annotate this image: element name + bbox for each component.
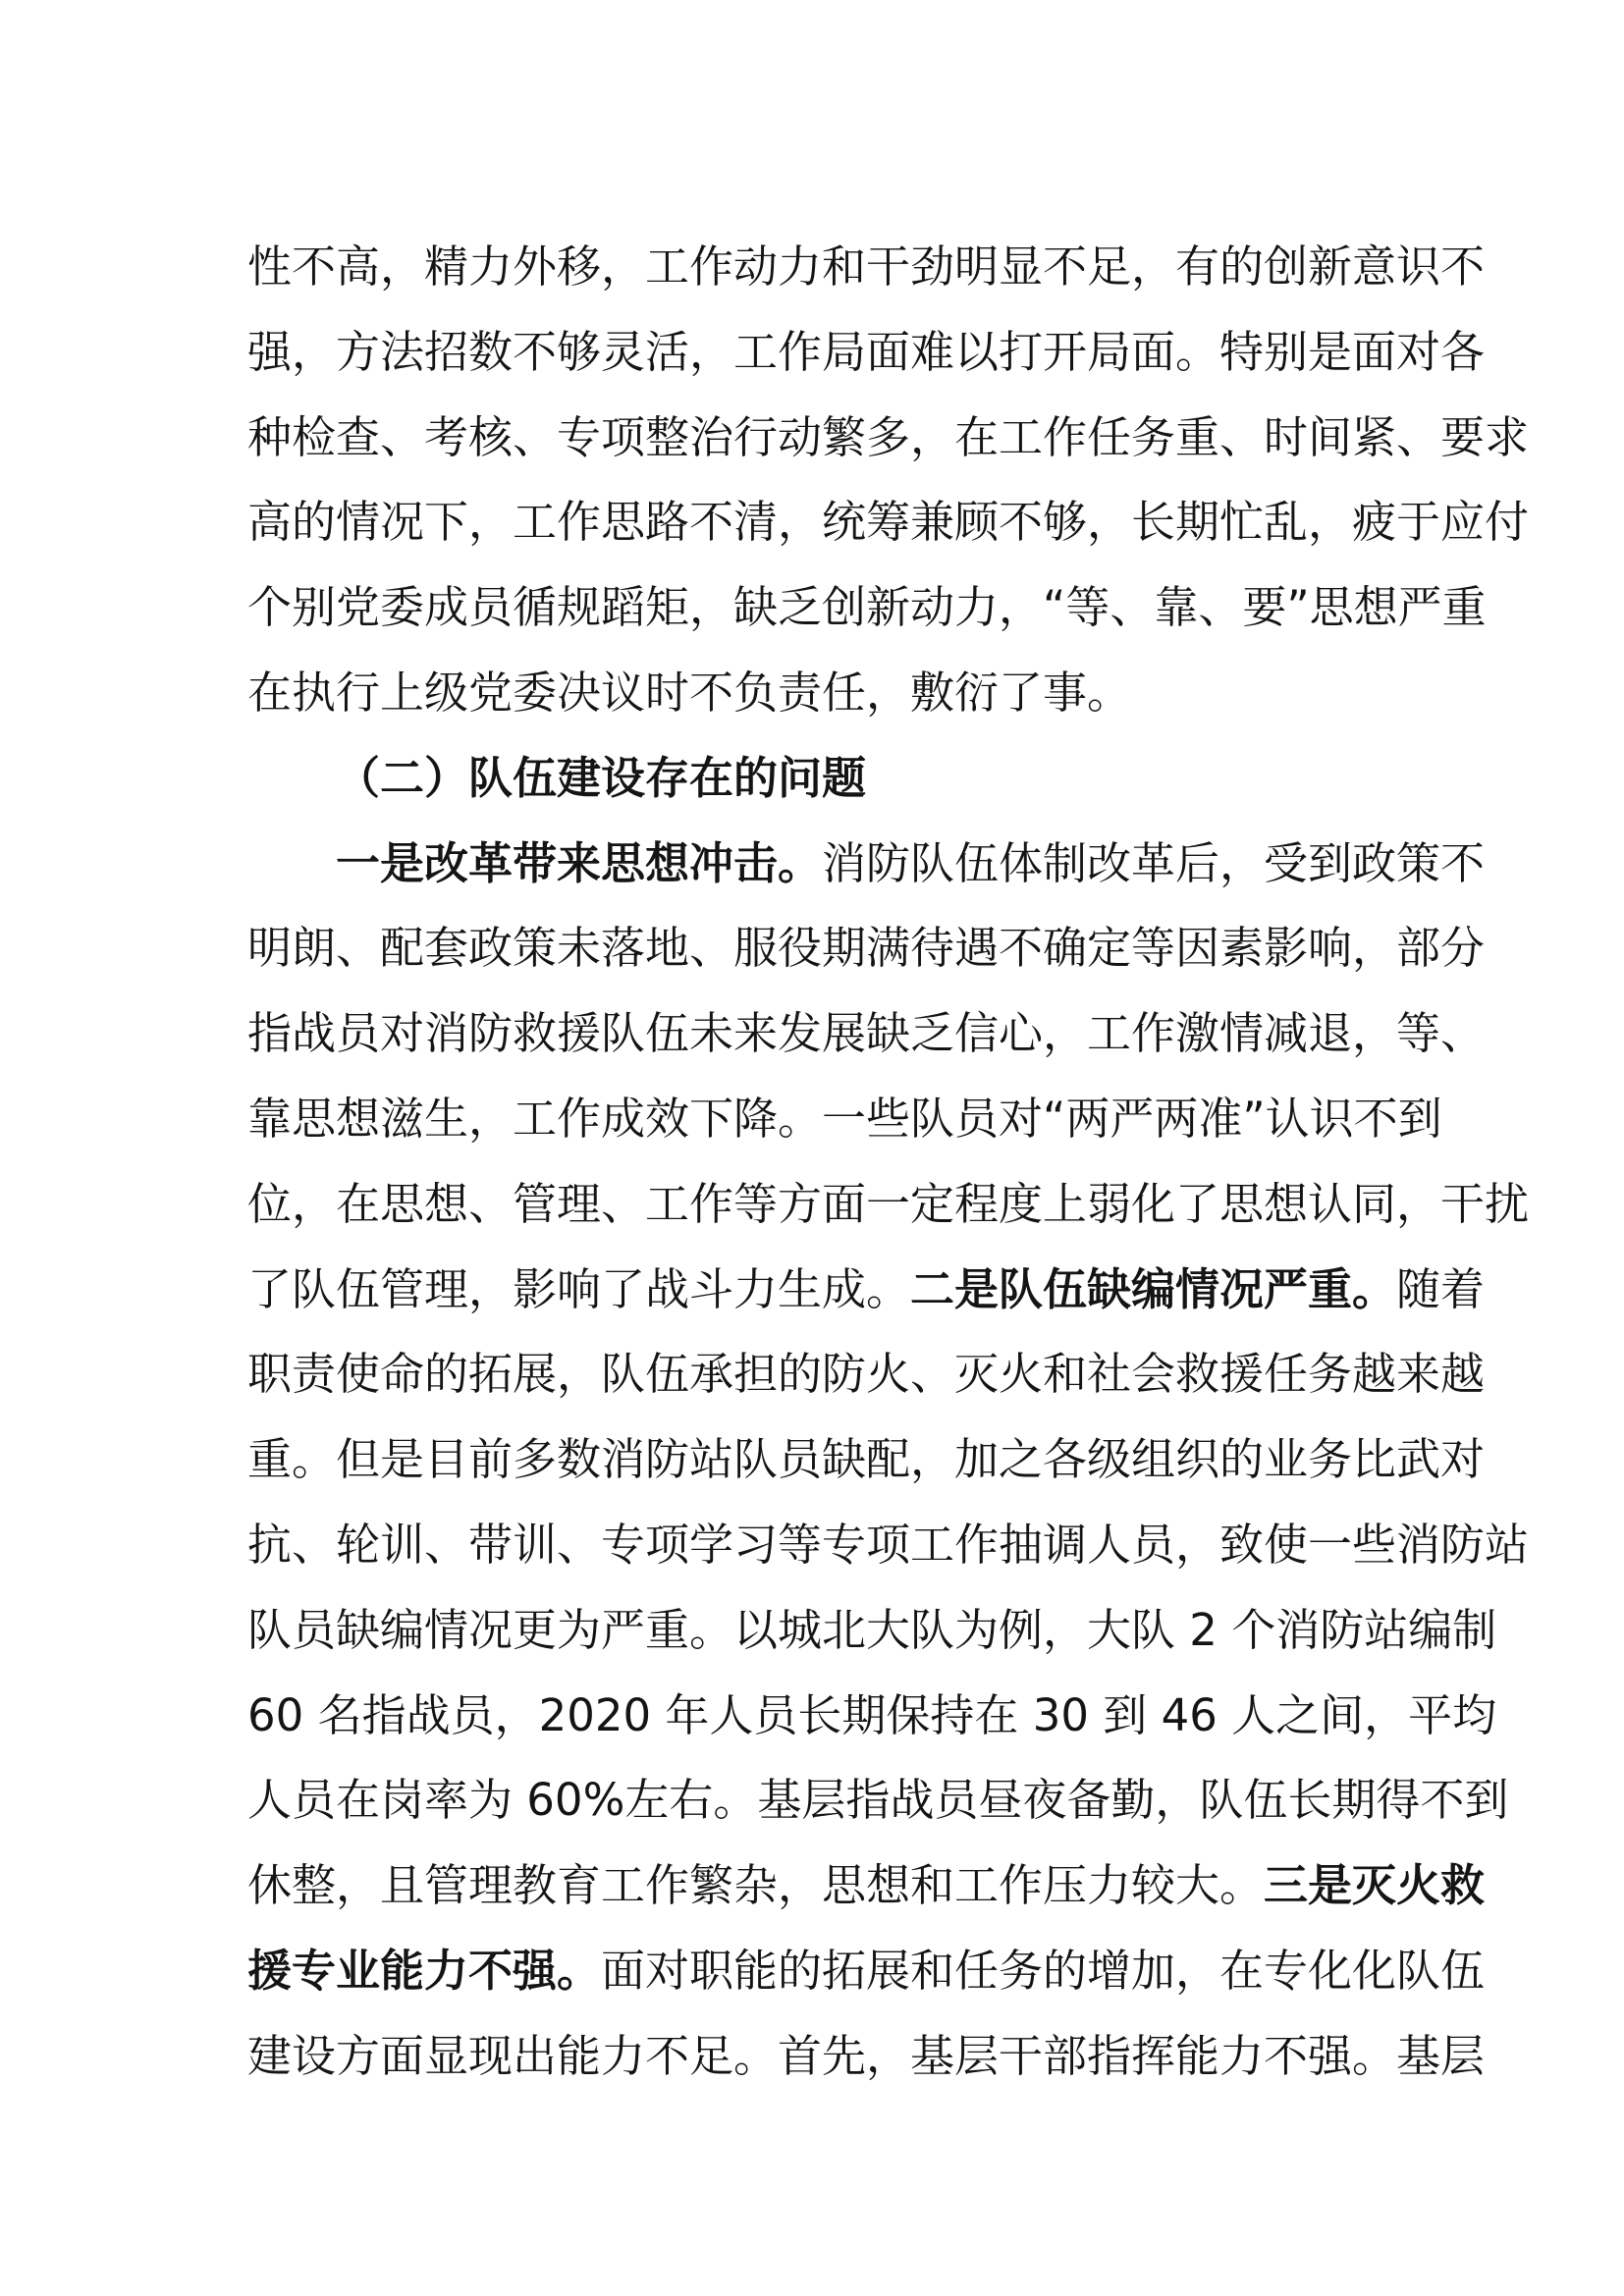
text-span: 面对职能的拓展和任务的增加，在专化化队伍: [601, 1944, 1486, 1997]
text-line: 靠思想滋生，工作成效下降。一些队员对“两严两准”认识不到: [247, 1092, 1442, 1145]
text-line: 队员缺编情况更为严重。以城北大队为例，大队 2 个消防站编制: [247, 1603, 1497, 1656]
point-title: 二是队伍缺编情况严重。: [910, 1262, 1397, 1315]
text-span: 消防队伍体制改革后，受到政策不: [822, 836, 1486, 889]
text-line: 人员在岗率为 60%左右。基层指战员昼夜备勤，队伍长期得不到: [247, 1774, 1509, 1827]
text-line: 位，在思想、管理、工作等方面一定程度上弱化了思想认同，干扰: [247, 1177, 1530, 1230]
text-line: 个别党委成员循规蹈矩，缺乏创新动力，“等、靠、要”思想严重: [247, 581, 1487, 634]
text-line: [247, 1929, 1486, 2014]
point-title: 一是改革带来思想冲击。: [336, 836, 823, 889]
point-title: 援专业能力不强。: [247, 1944, 602, 1997]
text-line: 抗、轮训、带训、专项学习等专项工作抽调人员，致使一些消防站: [247, 1518, 1530, 1571]
text-span: 随着: [1396, 1262, 1486, 1315]
text-line: [247, 1248, 1486, 1333]
text-line: 种检查、考核、专项整治行动繁多，在工作任务重、时间紧、要求: [247, 410, 1530, 463]
text-span: 了队伍管理，影响了战斗力生成。: [247, 1262, 911, 1315]
text-line: 高的情况下，工作思路不清，统筹兼顾不够，长期忙乱，疲于应付: [247, 496, 1530, 549]
text-line: 建设方面显现出能力不足。首先，基层干部指挥能力不强。基层: [247, 2029, 1486, 2082]
text-line: 明朗、配套政策未落地、服役期满待遇不确定等因素影响，部分: [247, 922, 1486, 975]
section-heading: （二）队伍建设存在的问题: [336, 751, 867, 804]
text-line: 60 名指战员，2020 年人员长期保持在 30 到 46 人之间，平均: [247, 1688, 1497, 1741]
text-span: 休整，且管理教育工作繁杂，思想和工作压力较大。: [247, 1859, 1265, 1912]
text-line: 重。但是目前多数消防站队员缺配，加之各级组织的业务比武对: [247, 1433, 1486, 1486]
text-line: 职责使命的拓展，队伍承担的防火、灭火和社会救援任务越来越: [247, 1348, 1486, 1401]
text-line: 性不高，精力外移，工作动力和干劲明显不足，有的创新意识不: [247, 240, 1486, 293]
text-line: 强，方法招数不够灵活，工作局面难以打开局面。特别是面对各: [247, 325, 1486, 378]
body-text: [247, 225, 1530, 2100]
text-line: [247, 1843, 1486, 1929]
text-line: 指战员对消防救援队伍未来发展缺乏信心，工作激情减退，等、: [247, 1007, 1486, 1060]
point-title: 三是灭火救: [1264, 1859, 1486, 1912]
text-line: 在执行上级党委决议时不负责任，敷衍了事。: [247, 666, 1132, 719]
text-line: [247, 822, 1486, 907]
